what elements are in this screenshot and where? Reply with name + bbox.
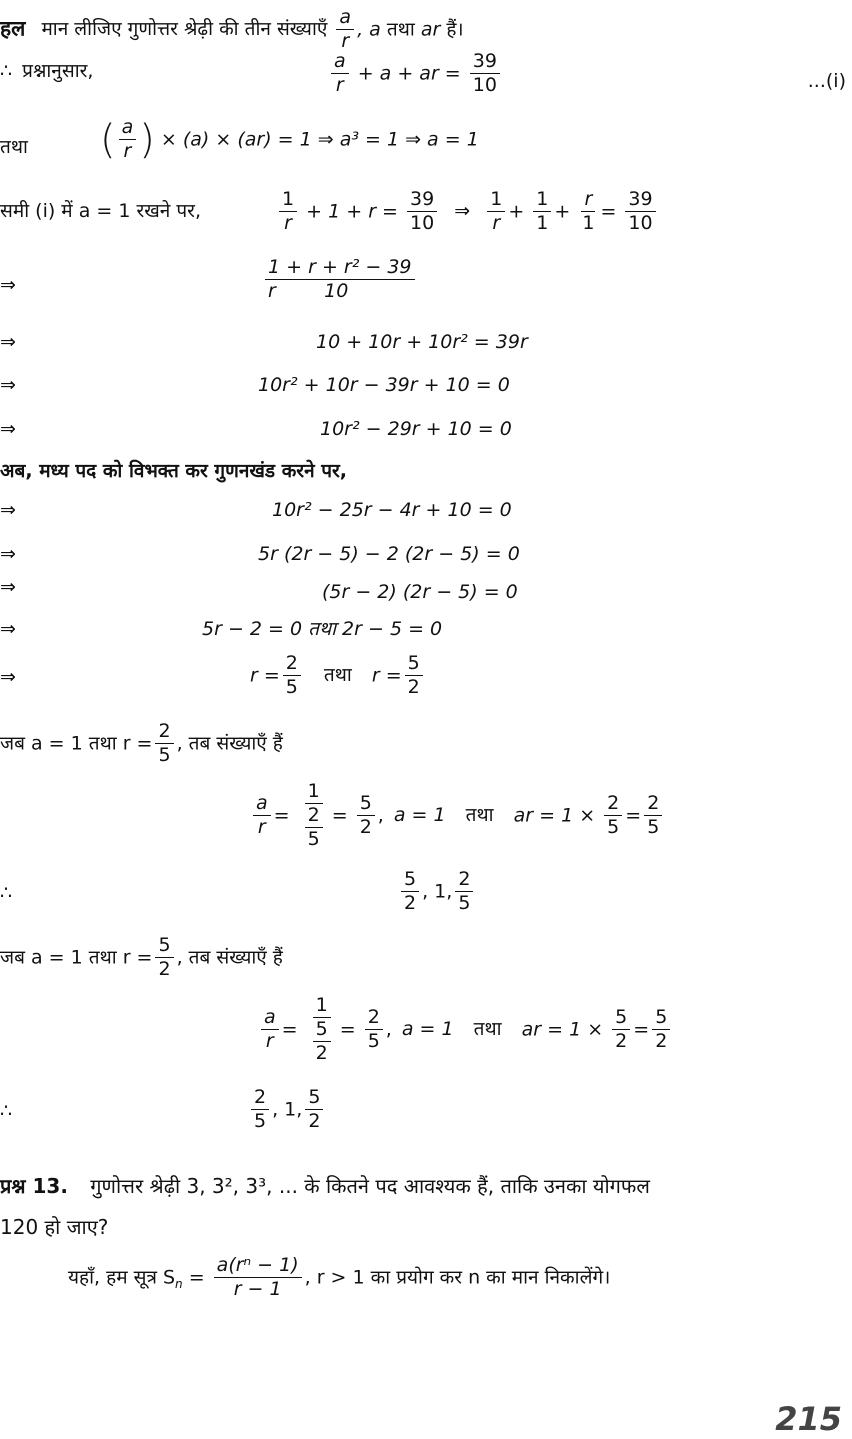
therefore-2: ∴ — [0, 1100, 13, 1122]
final-eq: = — [188, 1266, 205, 1289]
final-t2: , r > 1 का प्रयोग कर n का मान निकालेंगे। — [304, 1266, 611, 1289]
intro-text: मान लीजिए गुणोत्तर श्रेढ़ी की तीन संख्याएँ — [41, 18, 328, 41]
eq-tag: ...(i) — [807, 70, 846, 92]
eq-i-num: 39 — [470, 52, 500, 74]
case-1-heading: जब a = 1 तथा r = $\frac{2}{5}$ , तब संख्याएँ हैं — [0, 720, 283, 766]
case-2-text2: , तब संख्याएँ हैं — [176, 946, 283, 969]
final-sub: n — [175, 1277, 183, 1292]
implies-arrow: ⇒ — [454, 200, 471, 223]
case-2-values: $\frac{a}{r}$ = $\frac{1}{\frac{5}{2}}$ = $\frac{2}{5}$ , a = 1 तथा ar = 1 × $\frac{5}{2}$ = $\frac{5}{2}$ — [258, 996, 673, 1064]
formula-line — [68, 1256, 610, 1300]
substitute-label: समी (i) में a = 1 रखने पर, — [0, 200, 201, 222]
q13-text: गुणोत्तर श्रेढ़ी 3, 3², 3³, ... के कितने पद आवश्यक हैं, ताकि उनका योगफल — [90, 1174, 650, 1198]
final-t1: यहाँ, हम सूत्र S — [68, 1266, 176, 1289]
equation-i: $\frac{a}{r}$ + a + ar = $\frac{39}{10}$ — [328, 52, 503, 96]
case-2-ar: ar = 1 × — [521, 1018, 604, 1041]
equals-sign: = — [600, 200, 617, 223]
hal-label: हल — [0, 16, 26, 41]
arrow-8: ⇒ — [0, 418, 16, 440]
step-5: 5r (2r − 5) − 2 (2r − 5) = 0 — [258, 543, 520, 565]
plus-2: + — [554, 200, 571, 223]
step-2: 10r² + 10r − 39r + 10 = 0 — [258, 374, 510, 396]
arrow-7: ⇒ — [0, 374, 16, 396]
arrow-13: ⇒ — [0, 666, 16, 688]
q13-label: प्रश्न 13. — [0, 1174, 68, 1198]
therefore-sign: ∴ — [0, 60, 13, 82]
case-2-heading: जब a = 1 तथा r = $\frac{5}{2}$ , तब संख्याएँ हैं — [0, 934, 283, 980]
step-1: 10 + 10r + 10r² = 39r — [316, 331, 528, 353]
r-values: r = $\frac{2}{5}$ तथा r = $\frac{5}{2}$ — [250, 654, 426, 698]
eq-i-den: 10 — [472, 73, 497, 96]
case-1-ar: ar = 1 × — [513, 804, 596, 827]
step-7: 5r − 2 = 0 तथा 2r − 5 = 0 — [202, 618, 443, 640]
final-den: r − 1 — [233, 1277, 282, 1300]
case-1-text1: जब a = 1 तथा r = — [0, 732, 153, 755]
intro-line — [0, 8, 464, 52]
a-over-r: $\frac{a}{r}$ — [336, 8, 354, 52]
r-tatha: तथा — [323, 664, 352, 687]
arrow-10: ⇒ — [0, 543, 16, 565]
tatha-label: तथा — [0, 136, 28, 158]
r-eq-2: r = — [371, 664, 402, 687]
intro-sep: , a — [357, 18, 381, 41]
step-6: (5r − 2) (2r − 5) = 0 — [322, 581, 518, 603]
final-num: a(rⁿ − 1) — [214, 1256, 302, 1278]
arrow-9: ⇒ — [0, 499, 16, 521]
case-1-values: $\frac{a}{r}$ = $\frac{1}{\frac{2}{5}}$ = $\frac{5}{2}$ , a = 1 तथा ar = 1 × $\frac{2}{5}$ = $\frac{2}{5}$ — [250, 782, 665, 850]
substitute-equation: $\frac{1}{r}$ + 1 + r = $\frac{39}{10}$ ⇒ $\frac{1}{r}$ + $\frac{1}{1}$ + $\frac{r}{1}$ = $\frac{39}{10}$ — [276, 190, 659, 234]
combined-num: 1 + r + r² − 39 — [265, 258, 415, 280]
case-1-result: $\frac{5}{2}$ , 1, $\frac{2}{5}$ — [398, 870, 476, 914]
prashnanusar-label: प्रश्नानुसार, — [22, 60, 94, 82]
intro-tatha: तथा — [386, 18, 415, 41]
case-2-tatha: तथा — [473, 1018, 502, 1041]
combined-den: r 10 — [268, 279, 349, 302]
combined-fraction — [262, 258, 418, 302]
case-1-text2: , तब संख्याएँ हैं — [176, 732, 283, 755]
product-equation: ( $\frac{a}{r}$ ) × (a) × (ar) = 1 ⇒ a³ = 1 ⇒ a = 1 — [100, 116, 479, 163]
question-13 — [0, 1176, 650, 1196]
q13-text2: 120 हो जाए? — [0, 1215, 109, 1239]
case-2-a: a = 1 — [401, 1018, 454, 1041]
case-1-a: a = 1 — [393, 804, 446, 827]
case-1-tatha: तथा — [465, 804, 494, 827]
case-2-result: $\frac{2}{5}$ , 1, $\frac{5}{2}$ — [248, 1088, 326, 1132]
arrow-11: ⇒ — [0, 576, 16, 598]
step-3: 10r² − 29r + 10 = 0 — [320, 418, 512, 440]
arrow-12: ⇒ — [0, 618, 16, 640]
intro-end: हैं। — [446, 18, 464, 41]
sub-part1: + 1 + r = — [306, 200, 398, 223]
middle-term-text: अब, मध्य पद को विभक्त कर गुणनखंड करने पर, — [0, 460, 348, 482]
intro-ar: ar — [420, 18, 441, 41]
page-number: 215 — [775, 1400, 842, 1438]
product-rest: × (a) × (ar) = 1 ⇒ a³ = 1 ⇒ a = 1 — [160, 128, 479, 151]
equation-i-line — [0, 62, 93, 81]
step-4: 10r² − 25r − 4r + 10 = 0 — [272, 499, 512, 521]
eq-i-body: + a + ar = — [357, 62, 461, 85]
case-2-text1: जब a = 1 तथा r = — [0, 946, 153, 969]
arrow-6: ⇒ — [0, 331, 16, 353]
arrow-5: ⇒ — [0, 274, 16, 296]
therefore-1: ∴ — [0, 882, 13, 904]
r-eq-1: r = — [250, 664, 280, 687]
plus-1: + — [508, 200, 525, 223]
